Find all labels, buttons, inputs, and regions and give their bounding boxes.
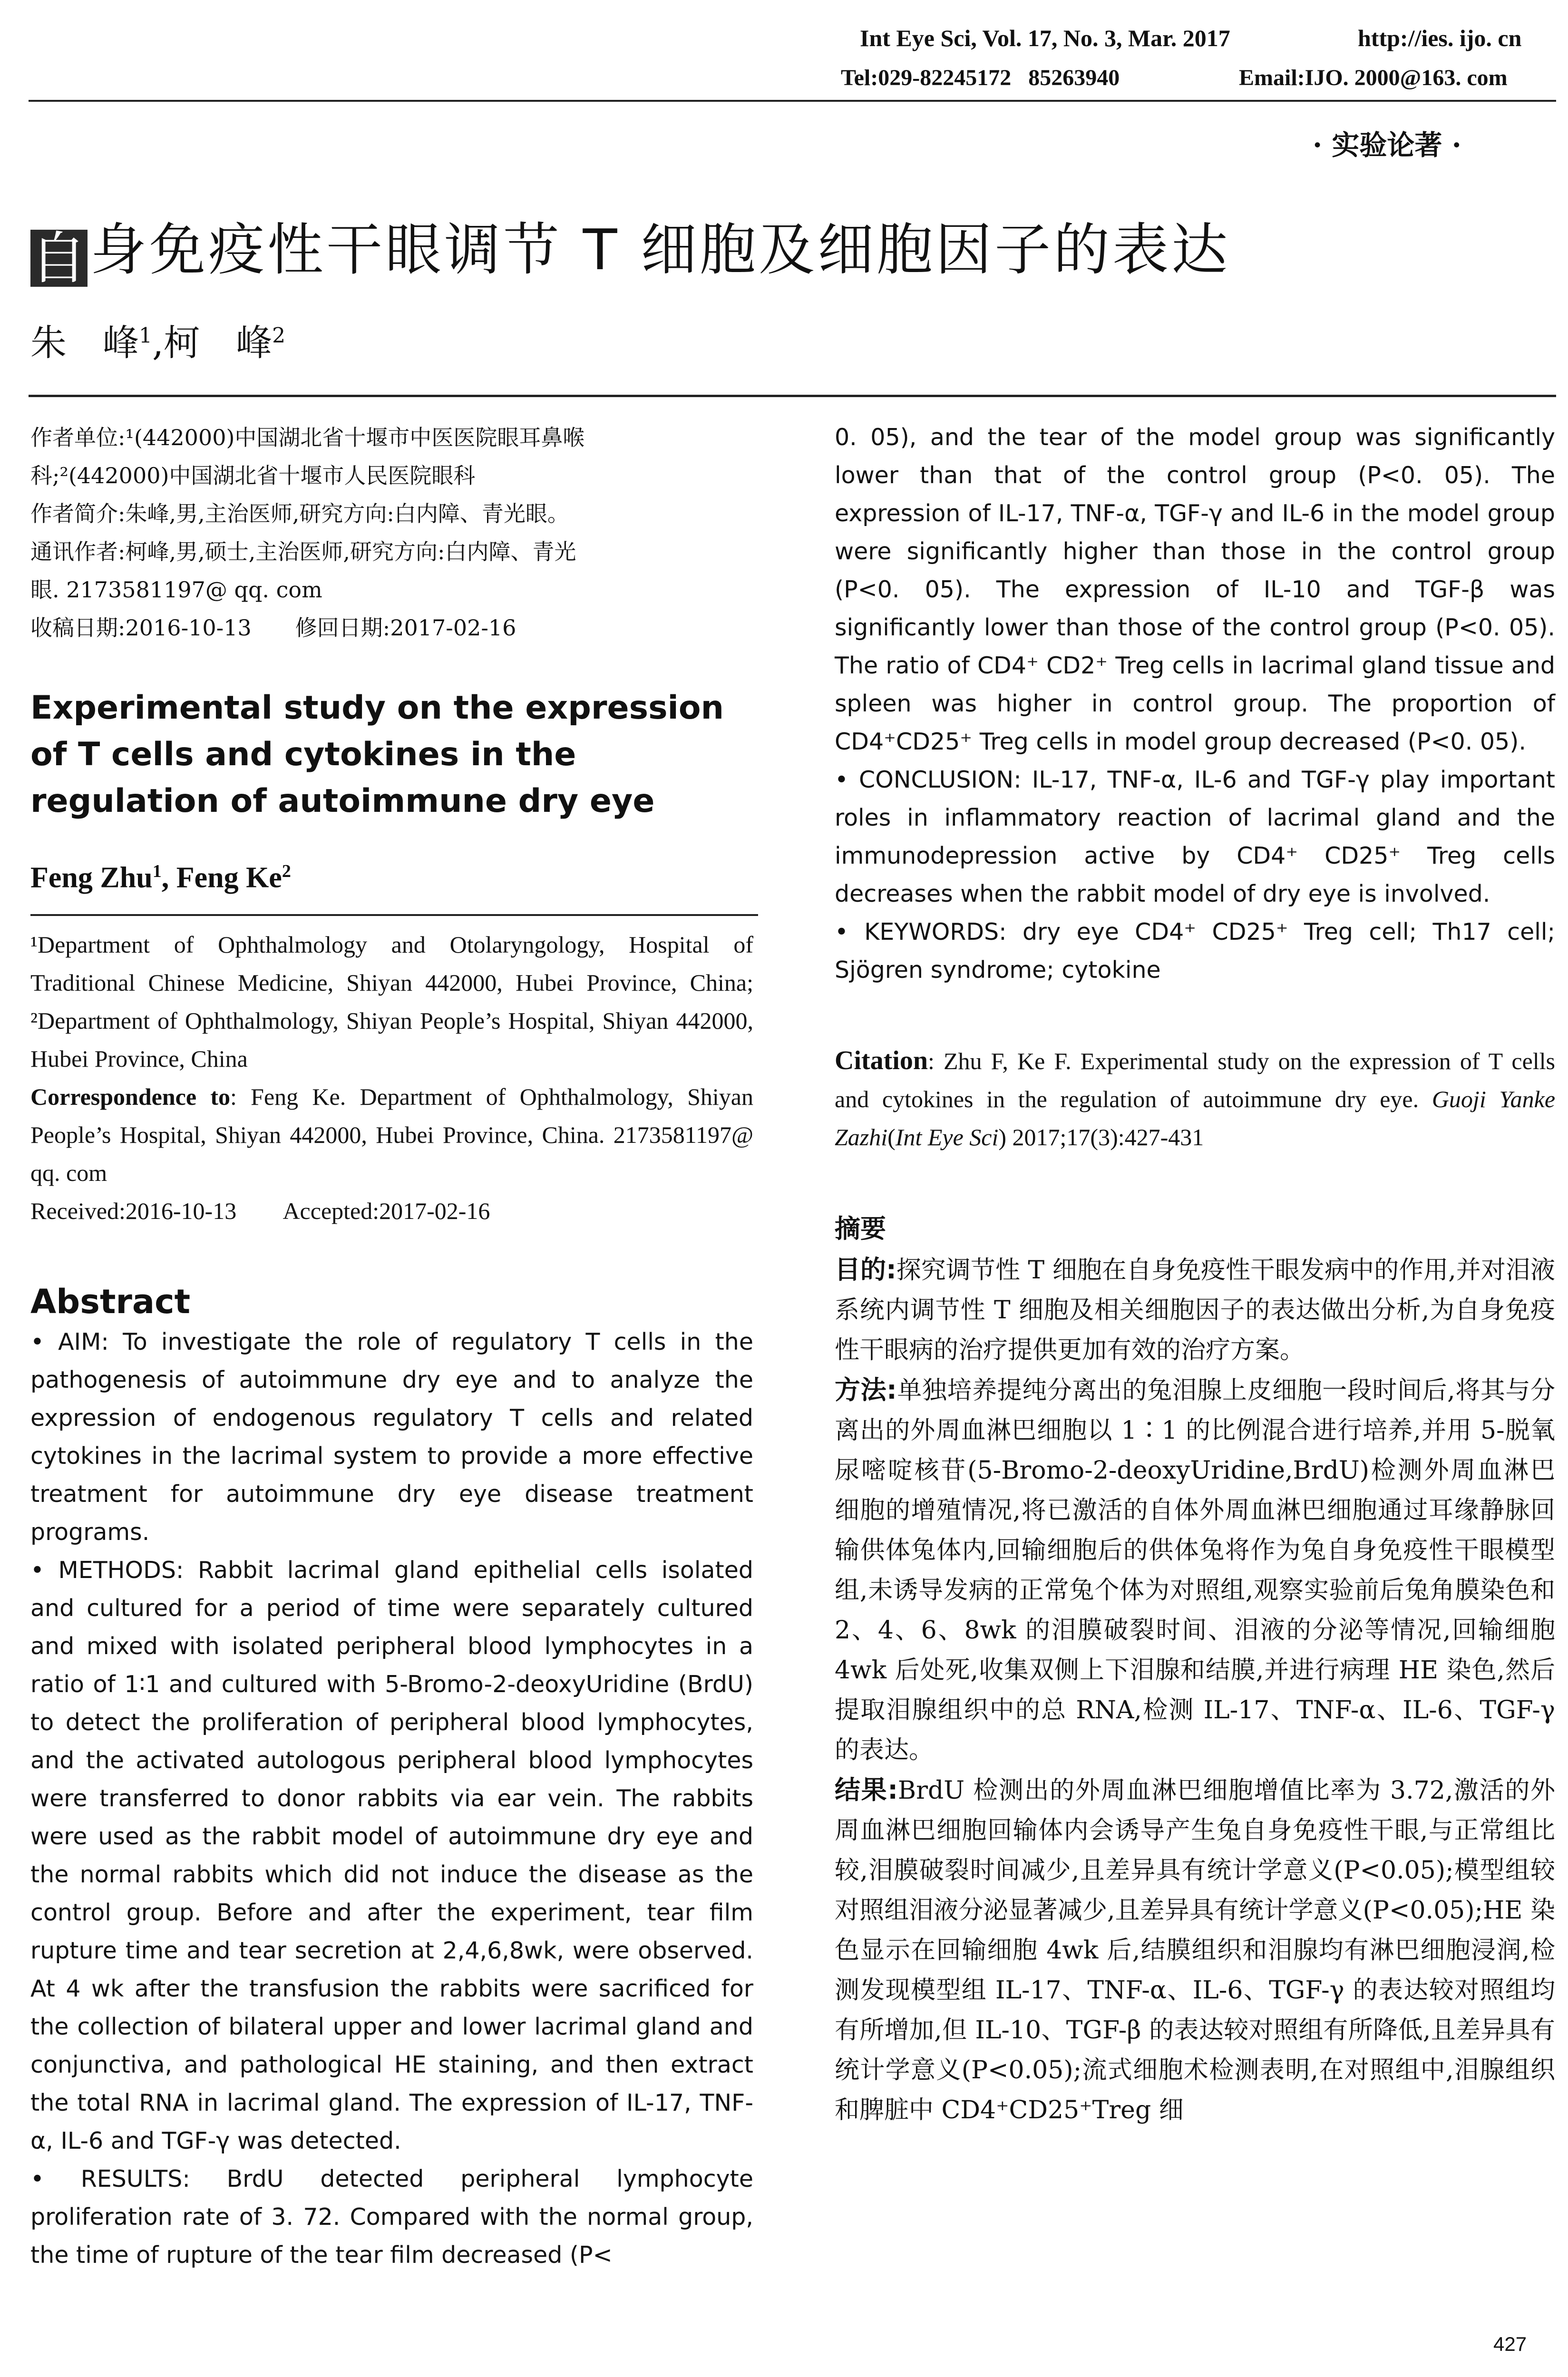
abstract-keywords: • KEYWORDS: dry eye CD4⁺ CD25⁺ Treg cell; Th17 cell; Sjögren syndrome; cytokine bbox=[835, 918, 1555, 984]
author-cn-1-sup: 1 bbox=[139, 323, 152, 348]
authors-cn bbox=[30, 314, 285, 366]
affiliation bbox=[30, 925, 753, 1230]
cn-aim-label: 目的: bbox=[835, 1255, 896, 1285]
journal-url: http://ies. ijo. cn bbox=[1358, 25, 1522, 51]
affiliation-text: ¹Department of Ophthalmology and Otolaryngology, Hospital of Traditional Chinese Medicine, Shiyan 442000, Hubei Province, China; ²Department of Ophthalmology, Shiyan People’s Hospital, Shiyan 442000, Hubei Province, China bbox=[30, 931, 753, 1072]
cn-aim bbox=[835, 1250, 1555, 1370]
accepted-date: Accepted:2017-02-16 bbox=[282, 1197, 490, 1224]
cn-info-line: 收稿日期:2016-10-13 修回日期:2017-02-16 bbox=[30, 615, 516, 641]
cn-info-line: 通讯作者:柯峰,男,硕士,主治医师,研究方向:白内障、青光 bbox=[30, 539, 576, 565]
correspondence bbox=[30, 1078, 753, 1192]
en-author-1: Feng Zhu bbox=[30, 861, 153, 894]
citation-text: : Zhu F, Ke F. Experimental study on the expression of T cells and cytokines in the regulation of autoimmune dry eye. bbox=[835, 1048, 1555, 1112]
journal-info: Int Eye Sci, Vol. 17, No. 3, Mar. 2017 bbox=[860, 25, 1230, 51]
abstract-methods: • METHODS: Rabbit lacrimal gland epithelial cells isolated and cultured for a period of time were separately cultured and mixed with isolated peripheral blood lymphocytes in a ratio of 1∶1 and cultured with 5-Bromo-2-deoxyUridine (BrdU) to detect the proliferation of peripheral blood lymphocytes, and the activated autologous peripheral blood lymphocytes were transferred to donor rabbits via ear vein. The rabbits were used as the rabbit model of autoimmune dry eye and the normal rabbits which did not induce the disease as the control group. Before and after the experiment, tear film rupture time and tear secretion at 2,4,6,8wk, were observed. At 4 wk after the transfusion the rabbits were sacrificed for the collection of bilateral upper and lower lacrimal gland and conjunctiva, and pathological HE staining, and then extract the total RNA in lacrimal gland. The expression of IL-17, TNF-α, IL-6 and TGF-γ was detected. bbox=[30, 1556, 753, 2154]
cn-info-line: 作者单位:¹(442000)中国湖北省十堰市中医医院眼耳鼻喉 bbox=[30, 425, 585, 450]
cn-info-line: 眼. 2173581197@ qq. com bbox=[30, 577, 322, 603]
abstract-aim: • AIM: To investigate the role of regulatory T cells in the pathogenesis of autoimmune dry eye and to analyze the expression of endogenous regulatory T cells and related cytokines in the lacrimal system to provide a more effective treatment for autoimmune dry eye disease treatment programs. bbox=[30, 1328, 753, 1546]
abstract-left bbox=[30, 1323, 753, 2274]
abstract-results-left: • RESULTS: BrdU detected peripheral lymphocyte proliferation rate of 3. 72. Compared with the normal group, the time of rupture of the tear film decreased (P< bbox=[30, 2165, 753, 2269]
en-authors bbox=[30, 861, 753, 895]
abstract-right bbox=[835, 419, 1555, 989]
article-title bbox=[30, 205, 1231, 291]
dates bbox=[30, 1192, 753, 1230]
left-column bbox=[30, 419, 753, 2274]
citation-journal: Guoji Yanke Zazhi bbox=[835, 1086, 1556, 1150]
citation-journal-abbr: Int Eye Sci bbox=[895, 1124, 999, 1150]
title-rest: 身免疫性干眼调节 T 细胞及细胞因子的表达 bbox=[90, 217, 1231, 283]
cn-info-line: 科;²(442000)中国湖北省十堰市人民医院眼科 bbox=[30, 463, 476, 488]
affil-rule bbox=[30, 914, 758, 916]
received-date: Received:2016-10-13 bbox=[30, 1197, 237, 1224]
cn-info-line: 作者简介:朱峰,男,主治医师,研究方向:白内障、青光眼。 bbox=[30, 501, 569, 526]
cn-info bbox=[30, 419, 753, 647]
en-author-1-sup: 1 bbox=[152, 861, 162, 881]
page-number: 427 bbox=[1493, 2333, 1527, 2355]
article-category: · 实验论著 · bbox=[1313, 129, 1461, 161]
cn-abstract bbox=[835, 1250, 1555, 2130]
cn-results-label: 结果: bbox=[835, 1775, 898, 1805]
corr-text: : Feng Ke. Department of Ophthalmology, Shiyan People’s Hospital, Shiyan 442000, Hubei Province, China. 2173581197@ qq. com bbox=[30, 1083, 753, 1186]
cn-methods-text: 单独培养提纯分离出的兔泪腺上皮细胞一段时间后,将其与分离出的外周血淋巴细胞以 1∶1 的比例混合进行培养,并用 5-脱氧尿嘧啶核苷(5-Bromo-2-deoxyUridine,BrdU)检测外周血淋巴细胞的增殖情况,将已激活的自体外周血淋巴细胞通过耳缘静脉回输供体兔体内,回输细胞后的供体兔将作为兔自身免疫性干眼模型组,未诱导发病的正常兔个体为对照组,观察实验前后兔角膜染色和 2、4、6、8wk 的泪膜破裂时间、泪液的分泌等情况,回输细胞 4wk 后处死,收集双侧上下泪腺和结膜,并进行病理 HE 染色,然后提取泪腺组织中的总 RNA,检测 IL-17、TNF-α、IL-6、TGF-γ 的表达。 bbox=[835, 1376, 1555, 1764]
right-column bbox=[835, 419, 1555, 2130]
cn-methods-label: 方法: bbox=[835, 1375, 897, 1405]
title-first-char: 自 bbox=[30, 225, 90, 291]
citation-label: Citation bbox=[835, 1046, 928, 1075]
journal-tel: Tel:029-82245172 85263940 bbox=[841, 65, 1120, 90]
author-sep: , bbox=[152, 321, 164, 364]
citation: Citation: Zhu F, Ke F. Experimental study on the expression of T cells and cytokines in the regulation of autoimmune dry eye. Guoji Yanke Zazhi(Int Eye Sci) 2017;17(3):427-431 bbox=[835, 1046, 1556, 1150]
journal-email: Email:IJO. 2000@163. com bbox=[1239, 65, 1508, 90]
abstract-results-right: 0. 05), and the tear of the model group was significantly lower than that of the control group (P<0. 05). The expression of IL-17, TNF-α, TGF-γ and IL-6 in the model group were significantly higher than those in the control group (P<0. 05). The expression of IL-10 and TGF-β was significantly lower than those of the control group (P<0. 05). The ratio of CD4⁺ CD2⁺ Treg cells in lacrimal gland tissue and spleen was higher in control group. The proportion of CD4⁺CD25⁺ Treg cells in model group decreased (P<0. 05). bbox=[835, 424, 1555, 755]
en-title: Experimental study on the expression of T cells and cytokines in the regulation of autoimmune dry eye bbox=[30, 689, 724, 820]
author-cn-2-sup: 2 bbox=[272, 323, 286, 348]
en-author-2: , Feng Ke bbox=[161, 861, 282, 894]
citation-tail: ) 2017;17(3):427-431 bbox=[998, 1124, 1204, 1150]
abstract-heading: Abstract bbox=[30, 1282, 191, 1321]
cn-abstract-heading: 摘要 bbox=[835, 1214, 886, 1244]
abstract-conclusion: • CONCLUSION: IL-17, TNF-α, IL-6 and TGF-γ play important roles in inflammatory reaction of lacrimal gland and the immunodepression active by CD4⁺ CD25⁺ Treg cells decreases when the rabbit model of dry eye is involved. bbox=[835, 766, 1555, 907]
cn-methods bbox=[835, 1370, 1555, 1770]
corr-label: Correspondence to bbox=[30, 1083, 230, 1110]
author-cn-1: 朱 峰 bbox=[30, 321, 139, 364]
title-rule bbox=[29, 395, 1556, 397]
cn-aim-text: 探究调节性 T 细胞在自身免疫性干眼发病中的作用,并对泪液系统内调节性 T 细胞及相关细胞因子的表达做出分析,为自身免疫性干眼病的治疗提供更加有效的治疗方案。 bbox=[835, 1256, 1555, 1364]
cn-results-text: BrdU 检测出的外周血淋巴细胞增值比率为 3.72,激活的外周血淋巴细胞回输体内会诱导产生兔自身免疫性干眼,与正常组比较,泪膜破裂时间减少,且差异具有统计学意义(P<0.05);模型组较对照组泪液分泌显著减少,且差异具有统计学意义(P<0.05);HE 染色显示在回输细胞 4wk 后,结膜组织和泪腺均有淋巴细胞浸润,检测发现模型组 IL-17、TNF-α、IL-6、TGF-γ 的表达较对照组均有所增加,但 IL-10、TGF-β 的表达较对照组有所降低,且差异具有统计学意义(P<0.05);流式细胞术检测表明,在对照组中,泪腺组织和脾脏中 CD4⁺CD25⁺Treg 细 bbox=[835, 1776, 1555, 2124]
author-cn-2: 柯 峰 bbox=[164, 321, 273, 364]
cn-results bbox=[835, 1770, 1555, 2130]
en-author-2-sup: 2 bbox=[282, 861, 291, 881]
header-rule bbox=[29, 100, 1556, 102]
